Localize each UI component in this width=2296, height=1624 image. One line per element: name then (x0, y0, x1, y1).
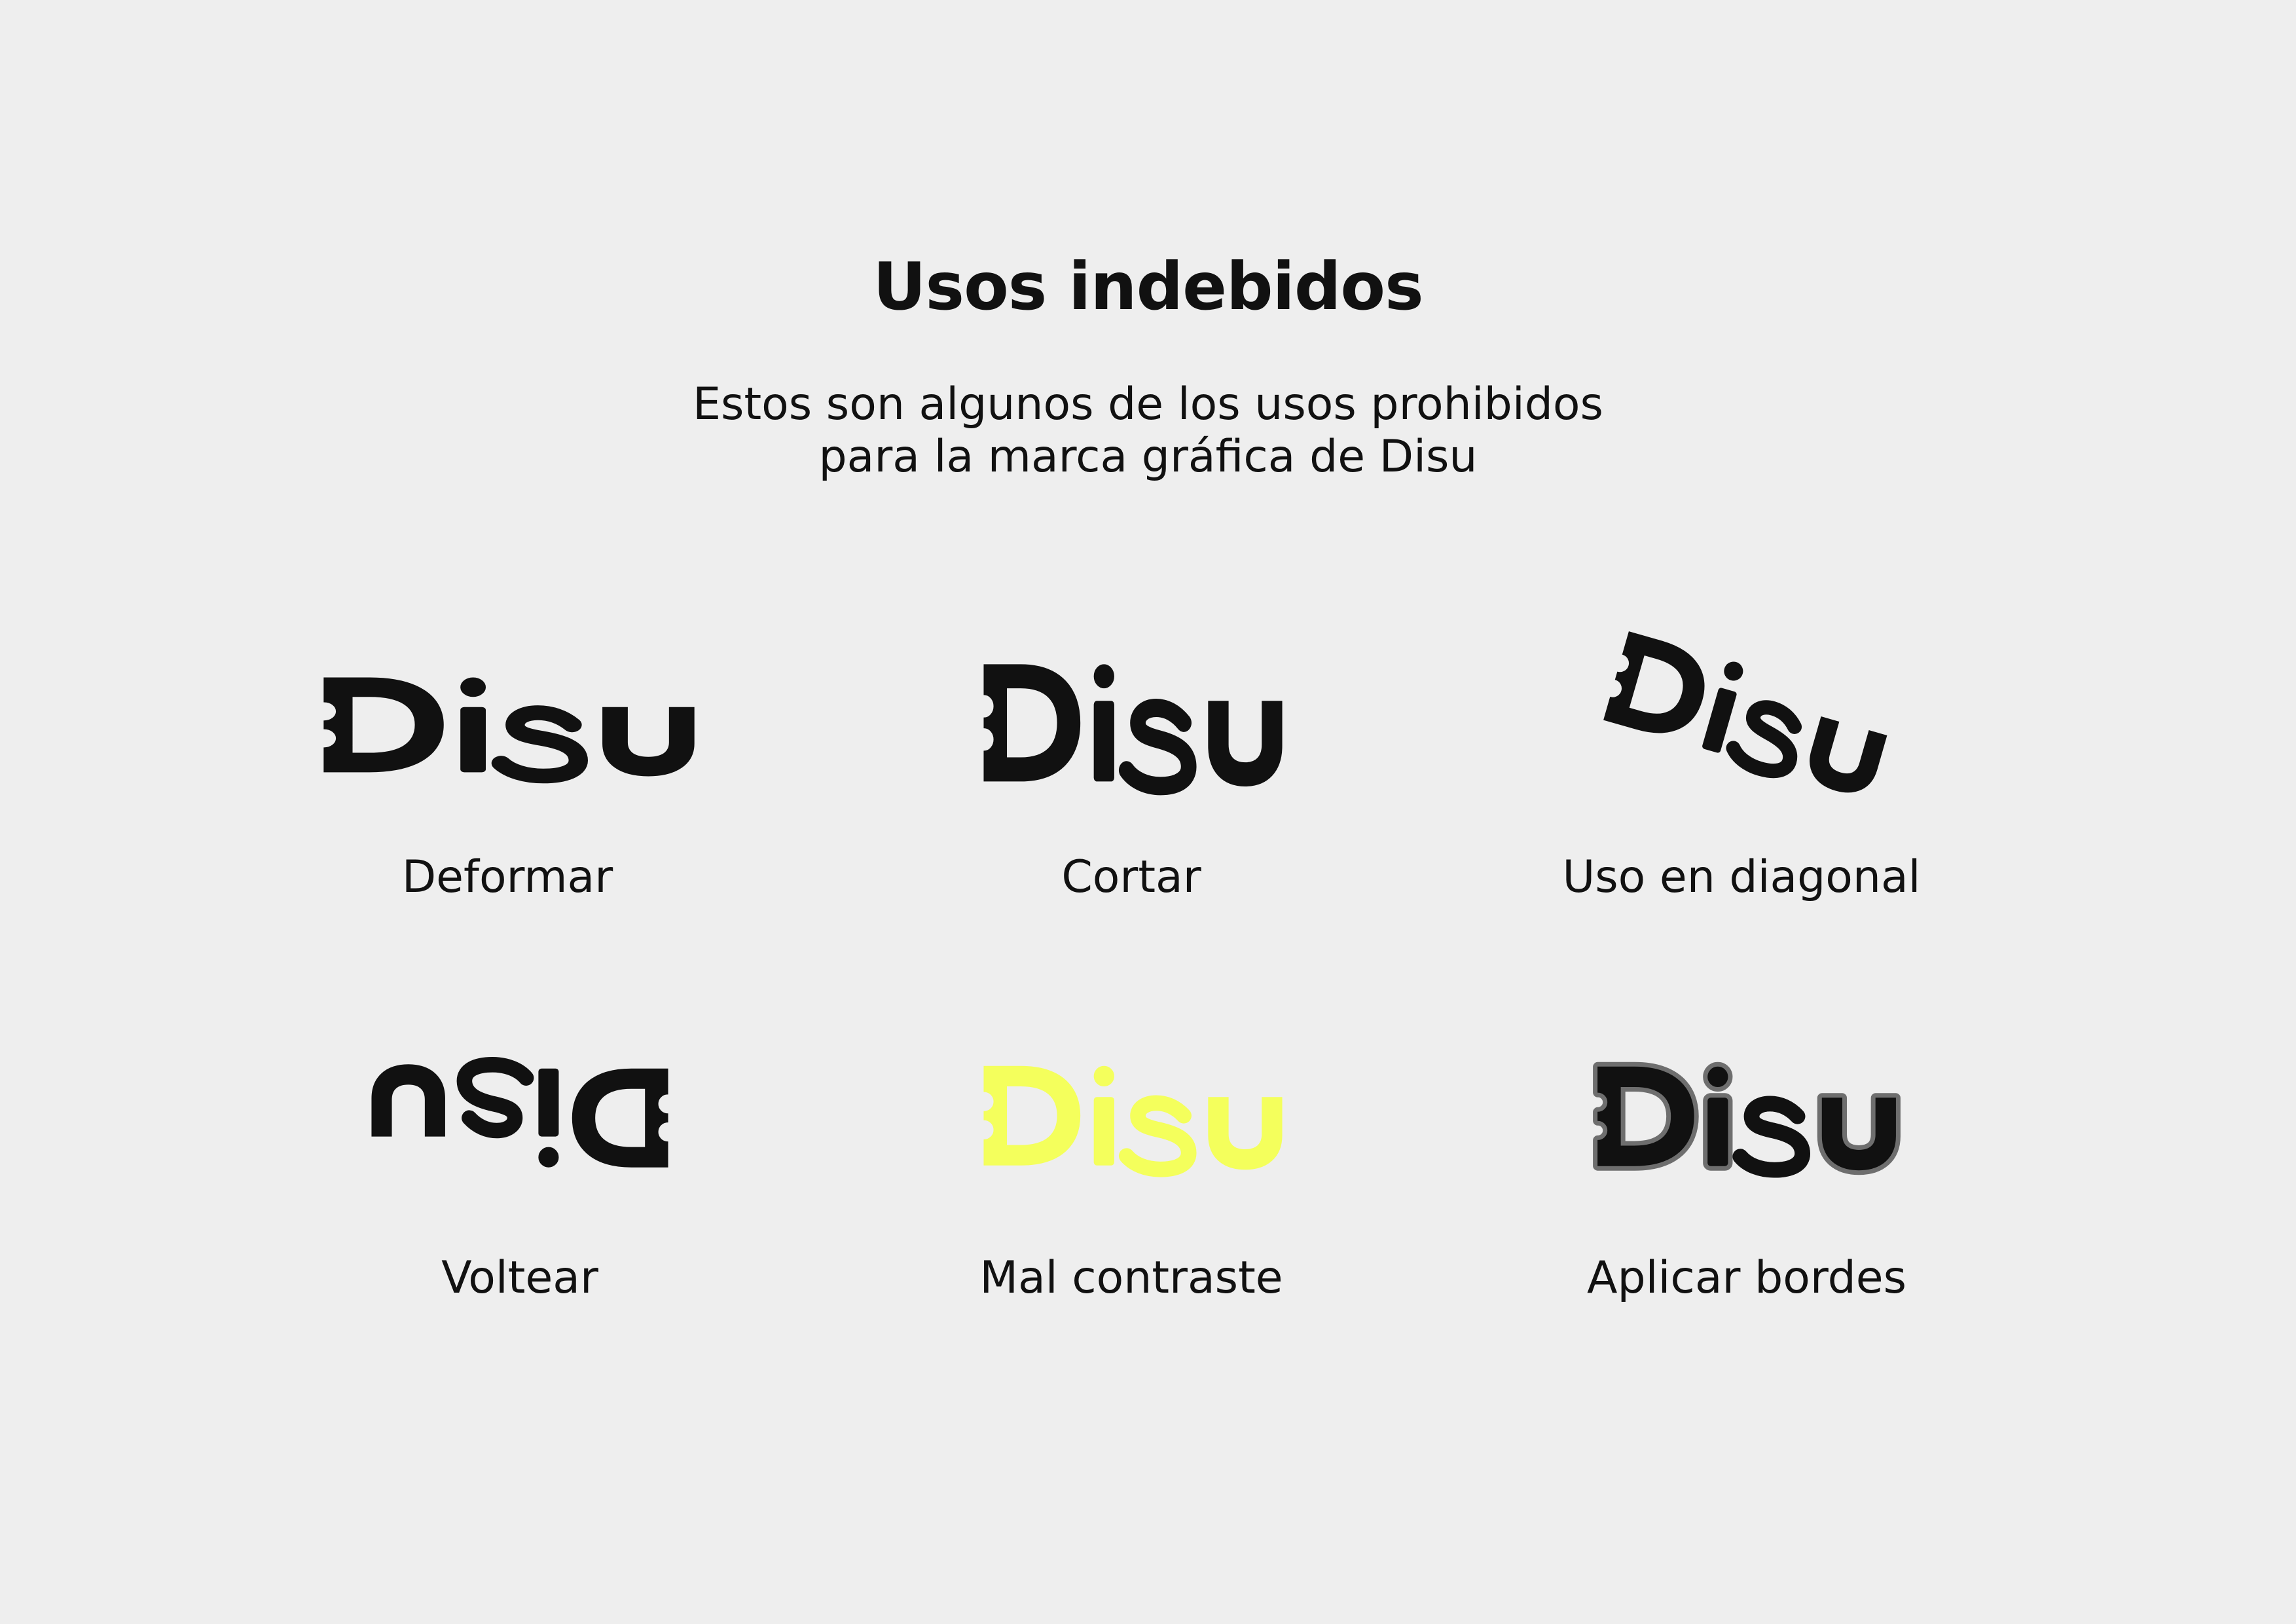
page-title: Usos indebidos (873, 248, 1423, 325)
subtitle-line-2: para la marca gráfica de Disu (818, 431, 1478, 483)
logo-flipped (372, 1064, 668, 1168)
logo-deformed (324, 678, 694, 776)
label-mal-contraste: Mal contraste (979, 1252, 1283, 1304)
logo-cropped (984, 665, 1282, 760)
logo-low-contrast (984, 1066, 1282, 1170)
label-uso-en-diagonal: Uso en diagonal (1562, 851, 1921, 903)
label-voltear: Voltear (441, 1252, 598, 1304)
logo-bordered (1592, 1061, 1901, 1176)
label-cortar: Cortar (1061, 851, 1201, 903)
logo-diagonal (1584, 629, 1912, 812)
label-aplicar-bordes: Aplicar bordes (1586, 1252, 1907, 1304)
subtitle-line-1: Estos son algunos de los usos prohibidos (693, 378, 1603, 430)
page-subtitle (0, 378, 2296, 483)
label-deformar: Deformar (401, 851, 613, 903)
